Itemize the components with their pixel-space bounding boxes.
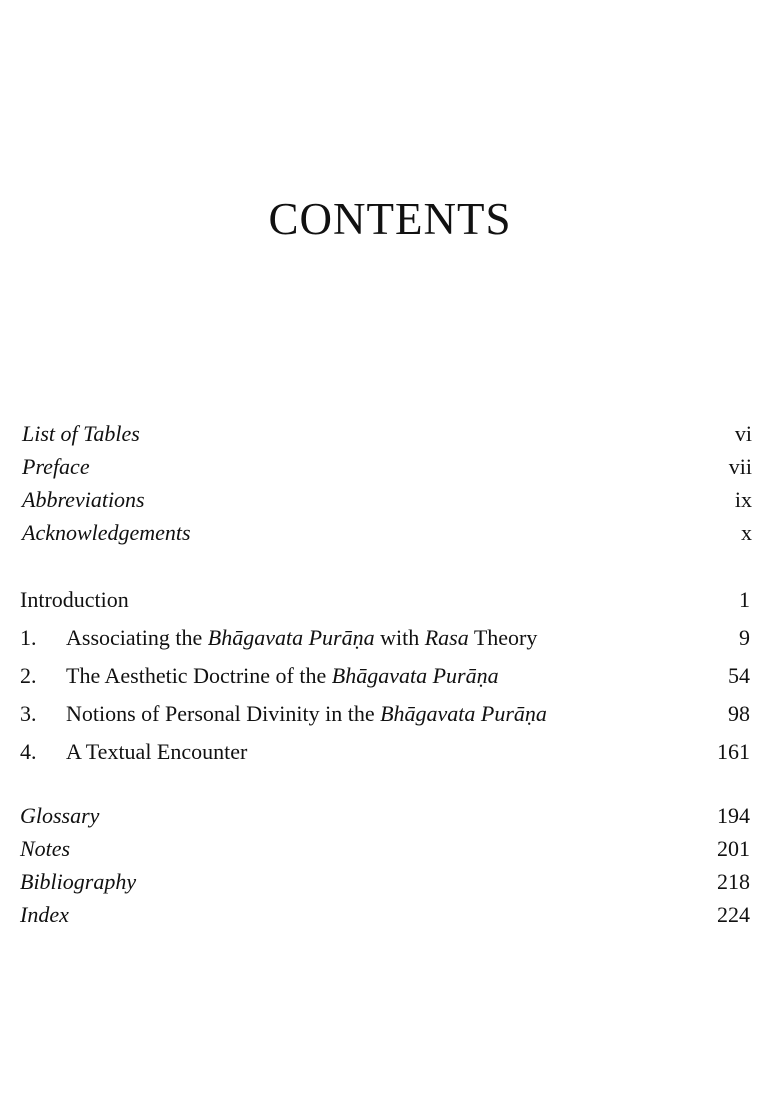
chapter-title-part: Bhāgavata Purāṇa <box>331 663 499 688</box>
page-title: CONTENTS <box>268 194 512 244</box>
toc-entry-chapter-3[interactable] <box>20 699 750 729</box>
chapter-title-part: Notions of Personal Divinity in the <box>66 701 381 726</box>
toc-entry-page: 1 <box>739 587 750 612</box>
toc-entry-bibliography[interactable] <box>20 867 750 897</box>
toc-entry-page: 224 <box>717 902 750 927</box>
toc-entry-page: 9 <box>739 625 750 650</box>
chapter-number: 4. <box>20 739 37 764</box>
toc-entry-chapter-2[interactable] <box>20 661 750 691</box>
toc-entry-title: Notes <box>20 836 71 861</box>
chapter-number: 3. <box>20 701 37 726</box>
toc-entry-page: 201 <box>717 836 750 861</box>
toc-entry-preface[interactable] <box>22 452 752 482</box>
toc-entry-chapter-1[interactable] <box>20 623 750 653</box>
toc-entry-page: 98 <box>728 701 750 726</box>
toc-entry-introduction[interactable] <box>20 585 750 615</box>
toc-entry-title: Preface <box>22 454 90 479</box>
toc-entry-title: Introduction <box>20 587 129 612</box>
toc-entry-page: vi <box>734 421 752 446</box>
toc-entry-acknowledgements[interactable] <box>22 518 752 548</box>
toc-entry-chapter-4[interactable] <box>20 737 750 767</box>
toc-entry-title: Abbreviations <box>22 487 145 512</box>
toc-entry-glossary[interactable] <box>20 801 750 831</box>
chapter-title-part: with <box>374 625 425 650</box>
toc-entry-index[interactable] <box>20 900 750 930</box>
toc-entry-abbreviations[interactable] <box>22 485 752 515</box>
chapter-title-part: Associating the <box>66 625 208 650</box>
toc-entry-list-of-tables[interactable] <box>22 419 752 449</box>
toc-entry-page: vii <box>728 454 752 479</box>
toc-entry-title: List of Tables <box>22 421 140 446</box>
toc-entry-title: Acknowledgements <box>22 520 191 545</box>
toc-entry-title: Glossary <box>20 803 100 828</box>
chapter-number: 1. <box>20 625 37 650</box>
toc-entry-title: Index <box>20 902 69 927</box>
toc-entry-page: x <box>741 520 752 545</box>
chapter-title-part: Bhāgavata Purāṇa <box>380 701 547 726</box>
toc-entry-page: 161 <box>717 739 750 764</box>
chapter-number: 2. <box>20 663 37 688</box>
chapter-title-part: Bhāgavata Purāṇa <box>207 625 375 650</box>
chapter-title-part: Rasa <box>424 625 469 650</box>
toc-entry-page: 54 <box>728 663 750 688</box>
toc-entry-page: ix <box>734 487 752 512</box>
chapter-title-part: The Aesthetic Doctrine of the <box>66 663 332 688</box>
toc-entry-page: 218 <box>717 869 750 894</box>
toc-entry-title: Bibliography <box>20 869 137 894</box>
toc-entry-notes[interactable] <box>20 834 750 864</box>
toc-entry-page: 194 <box>717 803 750 828</box>
chapter-title-part: Theory <box>468 625 538 650</box>
chapter-title-part: A Textual Encounter <box>66 739 248 764</box>
